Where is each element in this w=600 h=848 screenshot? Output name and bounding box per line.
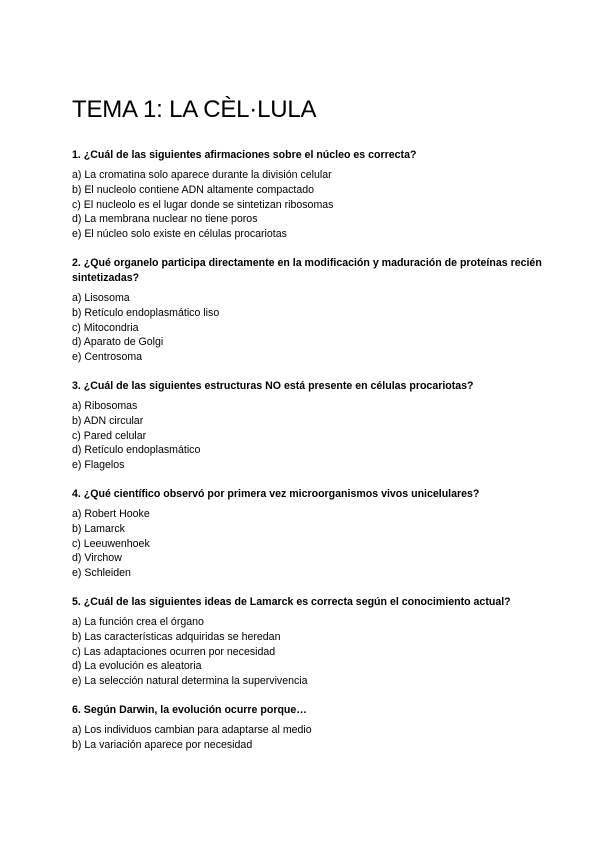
option-d: d) Retículo endoplasmático [72,444,201,457]
option-c: c) Pared celular [72,429,147,442]
option-e: e) El núcleo solo existe en células procariotas [72,228,287,241]
question-5 [72,595,542,689]
question-text: 6. Según Darwin, la evolución ocurre porque… [72,703,307,716]
option-a: a) Robert Hooke [72,507,150,520]
question-text: 5. ¿Cuál de las siguientes ideas de Lamarck es correcta según el conocimiento actual? [72,595,511,608]
option-e: e) Schleiden [72,567,131,580]
question-1 [72,148,542,242]
question-6 [72,703,542,753]
option-c: c) Leeuwenhoek [72,537,150,550]
question-text: 1. ¿Cuál de las siguientes afirmaciones sobre el núcleo es correcta? [72,149,417,161]
option-b: b) Retículo endoplasmático liso [72,306,220,319]
question-text: 2. ¿Qué organelo participa directamente en la modificación y maduración de proteínas recién sintetizadas? [72,256,542,284]
option-b: b) Las características adquiridas se heredan [72,630,281,643]
option-a: a) Ribosomas [72,399,138,412]
option-a: a) Lisosoma [72,291,130,304]
option-c: c) El nucleolo es el lugar donde se sintetizan ribosomas [72,198,334,211]
option-a: a) La función crea el órgano [72,615,204,628]
option-list [72,615,542,689]
option-d: d) Aparato de Golgi [72,336,164,349]
option-e: e) La selección natural determina la supervivencia [72,675,308,688]
option-b: b) El nucleolo contiene ADN altamente compactado [72,183,315,196]
question-2 [72,256,542,365]
option-list [72,291,542,365]
option-c: c) Mitocondria [72,321,139,334]
option-e: e) Flagelos [72,459,125,472]
option-d: d) La membrana nuclear no tiene poros [72,213,258,226]
question-text: 4. ¿Qué científico observó por primera vez microorganismos vivos unicelulares? [72,487,480,500]
option-b: b) ADN circular [72,414,144,427]
page-title: TEMA 1: LA CÈL·LULA [72,96,317,123]
question-text: 3. ¿Cuál de las siguientes estructuras NO está presente en células procariotas? [72,379,474,392]
option-list [72,168,542,242]
option-b: b) Lamarck [72,522,125,535]
question-4 [72,487,542,581]
option-b: b) La variación aparece por necesidad [72,738,253,751]
option-list [72,723,542,753]
option-d: d) Virchow [72,552,122,565]
document-page [72,96,542,767]
option-a: a) La cromatina solo aparece durante la división celular [72,169,332,181]
option-list [72,399,542,473]
option-c: c) Las adaptaciones ocurren por necesidad [72,645,276,658]
question-3 [72,379,542,473]
option-list [72,507,542,581]
option-d: d) La evolución es aleatoria [72,660,202,673]
option-e: e) Centrosoma [72,351,143,364]
option-a: a) Los individuos cambian para adaptarse al medio [72,723,312,736]
